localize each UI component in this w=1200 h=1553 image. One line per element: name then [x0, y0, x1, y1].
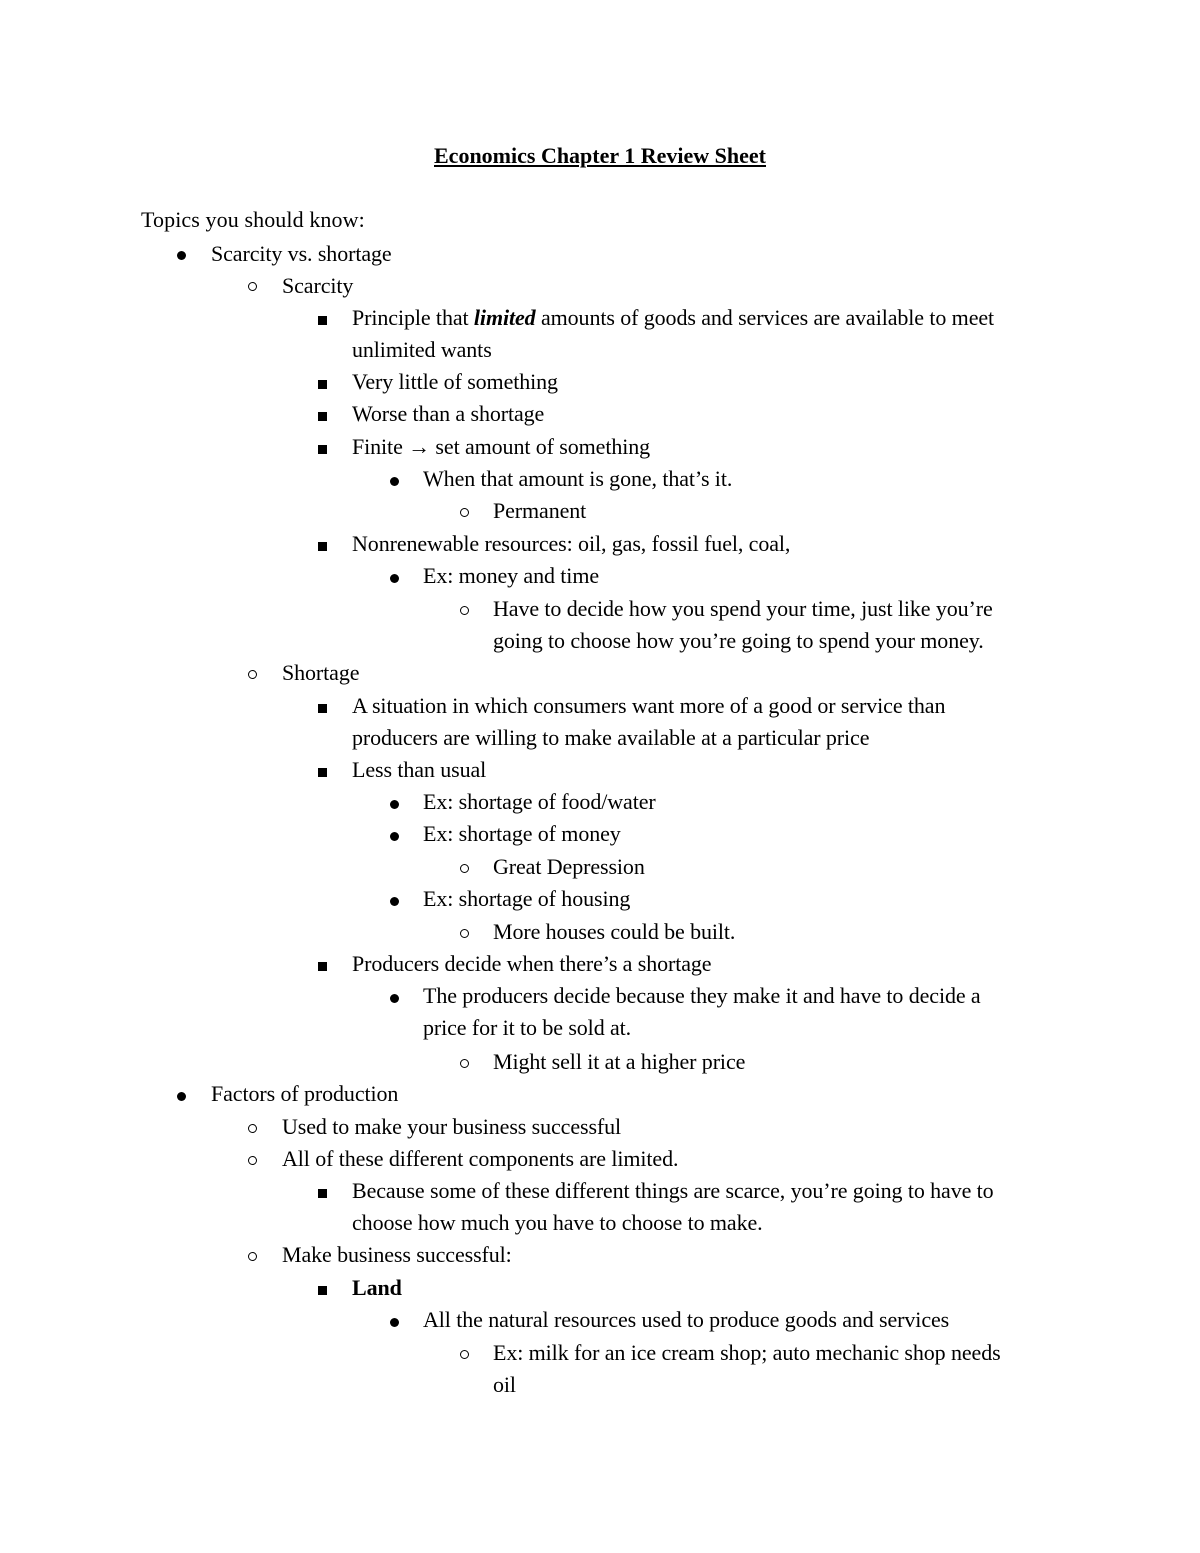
bullet-circle-icon — [248, 1124, 257, 1133]
list-item-very-little: Very little of something — [352, 369, 558, 394]
list-item-natural-resources: All the natural resources used to produce goods and services — [423, 1307, 950, 1332]
list-item-make-successful: Make business successful: — [282, 1242, 512, 1267]
list-item-nonrenewable: Nonrenewable resources: oil, gas, fossil fuel, coal, — [352, 531, 791, 556]
list-item-scarcity-vs-shortage: Scarcity vs. shortage — [211, 241, 392, 266]
bullet-circle-icon — [460, 1059, 469, 1068]
principle-emphasis: limited — [473, 305, 536, 330]
bullet-circle-icon — [460, 508, 469, 517]
because-continuation: choose how much you have to choose to make. — [352, 1210, 763, 1235]
list-item-because: Because some of these different things are scarce, you’re going to have to — [352, 1178, 994, 1203]
bullet-square-icon — [318, 316, 327, 325]
situation-continuation: producers are willing to make available at a particular price — [352, 725, 870, 750]
list-item-worse: Worse than a shortage — [352, 401, 545, 426]
bullet-dot-icon — [390, 832, 399, 841]
list-item-less-than-usual: Less than usual — [352, 757, 487, 782]
bullet-circle-icon — [248, 1252, 257, 1261]
bullet-dot-icon — [177, 251, 186, 260]
list-item-ex-housing: Ex: shortage of housing — [423, 886, 631, 911]
list-item-ex-milk: Ex: milk for an ice cream shop; auto mechanic shop needs — [493, 1340, 1001, 1365]
bullet-square-icon — [318, 1286, 327, 1295]
bullet-square-icon — [318, 445, 327, 454]
ex-milk-continuation: oil — [493, 1372, 516, 1397]
list-item-ex-money: Ex: shortage of money — [423, 821, 621, 846]
bullet-circle-icon — [460, 929, 469, 938]
bullet-dot-icon — [177, 1092, 186, 1101]
bullet-dot-icon — [390, 477, 399, 486]
bullet-square-icon — [318, 380, 327, 389]
bullet-square-icon — [318, 1189, 327, 1198]
list-item-land: Land — [352, 1275, 402, 1300]
principle-continuation: unlimited wants — [352, 337, 492, 362]
bullet-circle-icon — [460, 606, 469, 615]
bullet-square-icon — [318, 704, 327, 713]
list-item-producers-decide: Producers decide when there’s a shortage — [352, 951, 712, 976]
list-item-great-depression: Great Depression — [493, 854, 645, 879]
decide-continuation: going to choose how you’re going to spend your money. — [493, 628, 984, 653]
list-item-principle — [352, 302, 994, 334]
bullet-square-icon — [318, 768, 327, 777]
list-item-ex-food: Ex: shortage of food/water — [423, 789, 656, 814]
bullet-circle-icon — [248, 670, 257, 679]
bullet-dot-icon — [390, 994, 399, 1003]
list-item-finite: Finite → set amount of something — [352, 434, 651, 459]
list-item-all-limited: All of these different components are limited. — [282, 1146, 679, 1171]
list-item-shortage: Shortage — [282, 660, 360, 685]
bullet-square-icon — [318, 542, 327, 551]
bullet-circle-icon — [460, 864, 469, 873]
bullet-circle-icon — [460, 1350, 469, 1359]
list-item-situation: A situation in which consumers want more of a good or service than — [352, 693, 946, 718]
bullet-dot-icon — [390, 574, 399, 583]
list-item-decide: Have to decide how you spend your time, just like you’re — [493, 596, 993, 621]
bullet-dot-icon — [390, 897, 399, 906]
principle-text-post: amounts of goods and services are available to meet — [535, 305, 995, 330]
bullet-dot-icon — [390, 1318, 399, 1327]
list-item-used-to: Used to make your business successful — [282, 1114, 622, 1139]
document-title: Economics Chapter 1 Review Sheet — [434, 143, 766, 168]
bullet-square-icon — [318, 962, 327, 971]
list-item-factors: Factors of production — [211, 1081, 399, 1106]
list-item-more-houses: More houses could be built. — [493, 919, 736, 944]
list-item-when-gone: When that amount is gone, that’s it. — [423, 466, 733, 491]
list-item-scarcity: Scarcity — [282, 273, 354, 298]
bullet-circle-icon — [248, 1156, 257, 1165]
list-item-permanent: Permanent — [493, 498, 587, 523]
producers-continuation: price for it to be sold at. — [423, 1015, 632, 1040]
list-item-producers: The producers decide because they make it and have to decide a — [423, 983, 981, 1008]
list-item-higher-price: Might sell it at a higher price — [493, 1049, 746, 1074]
list-item-ex-money-time: Ex: money and time — [423, 563, 599, 588]
principle-text-pre: Principle that — [352, 305, 474, 330]
bullet-dot-icon — [390, 800, 399, 809]
bullet-square-icon — [318, 412, 327, 421]
bullet-circle-icon — [248, 282, 257, 291]
intro-text: Topics you should know: — [141, 207, 365, 232]
